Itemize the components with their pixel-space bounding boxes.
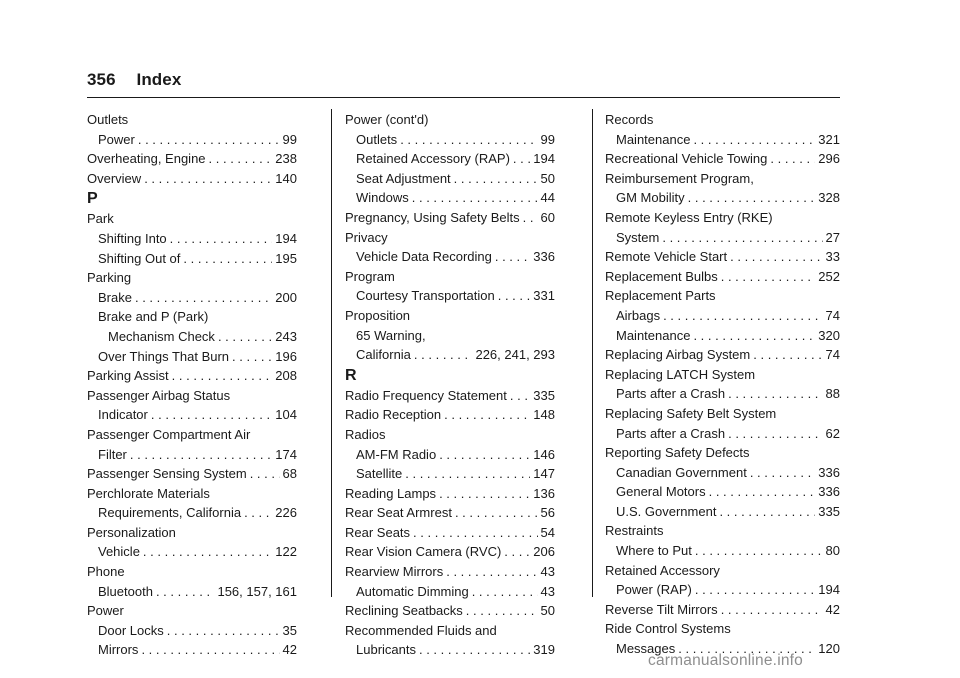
dot-leader <box>232 347 272 367</box>
page-reference: 328 <box>818 190 840 206</box>
index-entry <box>605 443 840 463</box>
entry-term: Airbags <box>616 307 661 323</box>
index-subentry <box>605 580 840 600</box>
page-reference: 174 <box>275 446 297 462</box>
entry-term: Satellite <box>356 466 403 482</box>
page-reference: 42 <box>282 642 297 658</box>
entry-term: Replacing Safety Belt System <box>605 405 777 421</box>
entry-term: Shifting Out of <box>98 250 181 266</box>
dot-leader <box>135 288 272 308</box>
page-reference: 321 <box>818 131 840 147</box>
index-entry <box>87 149 297 169</box>
index-entry <box>87 169 297 189</box>
entry-term: Door Locks <box>98 622 164 638</box>
index-entry <box>345 386 555 406</box>
page-reference: 56 <box>540 505 555 521</box>
entry-term: Radios <box>345 426 386 442</box>
dot-leader <box>693 130 815 150</box>
index-entry <box>345 601 555 621</box>
index-entry <box>345 405 555 425</box>
index-entry <box>345 621 555 641</box>
page-reference: 99 <box>282 131 297 147</box>
index-entry <box>605 619 840 639</box>
entry-term: Maintenance <box>616 131 691 147</box>
index-entry <box>605 600 840 620</box>
page-reference: 331 <box>533 288 555 304</box>
entry-term: Bluetooth <box>98 583 153 599</box>
page-reference: 27 <box>825 229 840 245</box>
dot-leader <box>143 542 272 562</box>
index-entry <box>345 542 555 562</box>
index-subentry <box>605 384 840 404</box>
dot-leader <box>695 580 815 600</box>
page-reference: 196 <box>275 348 297 364</box>
entry-term: Rear Seat Armrest <box>345 505 452 521</box>
page-reference: 62 <box>825 425 840 441</box>
index-subentry <box>87 288 297 308</box>
entry-term: Rear Seats <box>345 524 411 540</box>
dot-leader <box>439 445 530 465</box>
page-reference: 238 <box>275 151 297 167</box>
index-subentry <box>345 188 555 208</box>
index-subentry <box>87 347 297 367</box>
dot-leader <box>209 149 273 169</box>
page-reference: 54 <box>540 524 555 540</box>
page-reference: 88 <box>825 386 840 402</box>
index-entry <box>87 209 297 229</box>
page-reference: 243 <box>275 328 297 344</box>
page-reference: 336 <box>818 484 840 500</box>
dot-leader <box>130 445 272 465</box>
page-reference: 43 <box>540 564 555 580</box>
entry-term: Parts after a Crash <box>616 386 726 402</box>
page-reference: 80 <box>825 543 840 559</box>
entry-term: Retained Accessory <box>605 562 720 578</box>
index-subentry <box>87 621 297 641</box>
dot-leader <box>167 621 280 641</box>
entry-term: Rearview Mirrors <box>345 564 444 580</box>
page-reference: 50 <box>540 170 555 186</box>
index-entry <box>87 464 297 484</box>
entry-term: Passenger Sensing System <box>87 466 247 482</box>
entry-term: Automatic Dimming <box>356 583 469 599</box>
entry-term: California <box>356 347 411 363</box>
entry-term: Perchlorate Materials <box>87 485 210 501</box>
page-reference: 148 <box>533 407 555 423</box>
index-entry <box>87 601 297 621</box>
page-reference: 140 <box>275 170 297 186</box>
index-subentry <box>87 640 297 660</box>
page-reference: 120 <box>818 641 840 657</box>
entry-term: Vehicle Data Recording <box>356 249 492 265</box>
entry-term: Park <box>87 211 114 227</box>
page-reference: 43 <box>540 583 555 599</box>
index-entry <box>87 366 297 386</box>
entry-term: Mechanism Check <box>108 328 215 344</box>
index-entry <box>345 267 555 287</box>
entry-term: Vehicle <box>98 544 140 560</box>
entry-term: Mirrors <box>98 642 139 658</box>
page-reference: 68 <box>282 466 297 482</box>
entry-term: Passenger Airbag Status <box>87 387 231 403</box>
entry-term: Reimbursement Program, <box>605 170 754 186</box>
index-subentry <box>345 464 555 484</box>
page-reference: 50 <box>540 603 555 619</box>
entry-term: Brake and P (Park) <box>98 309 209 325</box>
page-reference: 122 <box>275 544 297 560</box>
index-entry <box>605 110 840 130</box>
index-entry <box>605 365 840 385</box>
dot-leader <box>172 366 273 386</box>
index-subentry <box>605 188 840 208</box>
page-reference: 99 <box>540 131 555 147</box>
dot-leader <box>688 188 816 208</box>
dot-leader <box>218 327 272 347</box>
index-entry <box>605 208 840 228</box>
entry-term: Filter <box>98 446 127 462</box>
dot-leader <box>770 149 815 169</box>
index-subentry <box>345 286 555 306</box>
entry-term: Remote Vehicle Start <box>605 249 728 265</box>
entry-term: Canadian Government <box>616 464 747 480</box>
page-reference: 42 <box>825 601 840 617</box>
dot-leader <box>510 386 530 406</box>
page-reference: 208 <box>275 368 297 384</box>
index-subentry <box>345 326 555 346</box>
index-entry <box>345 425 555 445</box>
entry-term: GM Mobility <box>616 190 685 206</box>
dot-leader <box>144 169 272 189</box>
dot-leader <box>719 502 815 522</box>
entry-term: AM-FM Radio <box>356 446 437 462</box>
entry-term: Records <box>605 112 654 127</box>
index-subentry <box>87 130 297 150</box>
entry-term: Reclining Seatbacks <box>345 603 463 619</box>
dot-leader <box>663 306 822 326</box>
index-entry <box>605 345 840 365</box>
index-subentry <box>87 582 297 602</box>
index-subentry <box>87 229 297 249</box>
dot-leader <box>498 286 531 306</box>
dot-leader <box>183 249 272 269</box>
dot-leader <box>151 405 272 425</box>
column-divider-2 <box>592 109 593 597</box>
index-entry <box>605 561 840 581</box>
index-subentry <box>87 307 297 327</box>
page-reference: 194 <box>818 582 840 598</box>
entry-term: Recommended Fluids and <box>345 622 497 638</box>
page-number: 356 <box>87 70 116 89</box>
dot-leader <box>753 345 822 365</box>
index-entry <box>345 228 555 248</box>
entry-term: Lubricants <box>356 642 416 658</box>
entry-term: 65 Warning, <box>356 327 426 343</box>
dot-leader <box>721 600 823 620</box>
entry-term: Power (RAP) <box>616 582 692 598</box>
index-subentry <box>605 306 840 326</box>
entry-term: Replacement Bulbs <box>605 268 718 284</box>
entry-term: Replacing LATCH System <box>605 366 756 382</box>
dot-leader <box>455 503 538 523</box>
entry-term: Shifting Into <box>98 230 167 246</box>
entry-term: Radio Frequency Statement <box>345 387 507 403</box>
index-entry <box>345 484 555 504</box>
index-entry <box>87 268 297 288</box>
entry-term: General Motors <box>616 484 706 500</box>
index-subentry <box>87 503 297 523</box>
entry-term: Privacy <box>345 229 388 245</box>
entry-term: Overheating, Engine <box>87 151 206 167</box>
entry-term: Replacement Parts <box>605 288 716 304</box>
entry-term: Outlets <box>87 112 129 127</box>
entry-term: Brake <box>98 289 132 305</box>
index-subentry <box>87 327 297 347</box>
dot-leader <box>405 464 530 484</box>
page-reference: 104 <box>275 407 297 423</box>
dot-leader <box>728 424 822 444</box>
page-reference: 320 <box>818 327 840 343</box>
entry-term: Windows <box>356 190 409 206</box>
page-reference: 335 <box>533 387 555 403</box>
index-subentry <box>605 541 840 561</box>
entry-term: Outlets <box>356 131 398 147</box>
page-reference: 194 <box>275 230 297 246</box>
index-subentry <box>87 445 297 465</box>
dot-leader <box>662 228 822 248</box>
entry-term: Program <box>345 268 395 284</box>
entry-term: Where to Put <box>616 543 692 559</box>
dot-leader <box>439 484 530 504</box>
page-reference: 33 <box>825 249 840 265</box>
page-reference: 194 <box>533 151 555 167</box>
entry-term: Power (cont'd) <box>345 112 429 127</box>
index-subentry <box>345 169 555 189</box>
index-entry <box>605 169 840 189</box>
page-reference: 44 <box>540 190 555 206</box>
entry-term: Overview <box>87 170 142 186</box>
dot-leader <box>141 640 279 660</box>
entry-term: Requirements, California <box>98 505 242 521</box>
dot-leader <box>495 247 530 267</box>
index-section-letter: R <box>345 366 357 384</box>
dot-leader <box>504 542 530 562</box>
index-entry <box>87 425 297 445</box>
page-reference: 195 <box>275 250 297 266</box>
index-entry <box>87 562 297 582</box>
dot-leader <box>250 464 280 484</box>
index-subentry <box>605 463 840 483</box>
index-subentry <box>605 326 840 346</box>
page-reference: 147 <box>533 466 555 482</box>
page-reference: 136 <box>533 485 555 501</box>
index-subentry <box>345 247 555 267</box>
index-subentry <box>345 582 555 602</box>
entry-term: Reading Lamps <box>345 485 437 501</box>
index-subentry <box>605 502 840 522</box>
entry-term: Replacing Airbag System <box>605 347 751 363</box>
index-subentry <box>345 640 555 660</box>
page-reference: 60 <box>540 209 555 225</box>
index-subentry <box>87 405 297 425</box>
page-reference: 296 <box>818 151 840 167</box>
index-column-3 <box>605 110 840 659</box>
dot-leader <box>709 482 816 502</box>
index-entry <box>345 306 555 326</box>
page-reference: 335 <box>818 503 840 519</box>
entry-term: Passenger Compartment Air <box>87 426 251 442</box>
entry-term: Over Things That Burn <box>98 348 230 364</box>
column-divider-1 <box>331 109 332 597</box>
index-entry <box>605 521 840 541</box>
header-rule <box>87 97 840 98</box>
index-subentry <box>605 228 840 248</box>
page-title: Index <box>136 70 182 89</box>
dot-leader <box>400 130 537 150</box>
page-reference: 35 <box>282 622 297 638</box>
entry-term: Proposition <box>345 307 411 323</box>
entry-term: Remote Keyless Entry (RKE) <box>605 209 773 225</box>
entry-term: Parking <box>87 270 132 286</box>
entry-term: System <box>616 229 660 245</box>
entry-term: Ride Control Systems <box>605 621 731 637</box>
dot-leader <box>412 188 538 208</box>
page-reference: 200 <box>275 289 297 305</box>
entry-term: Retained Accessory (RAP) <box>356 151 510 167</box>
entry-term: Recreational Vehicle Towing <box>605 151 768 167</box>
entry-term: Power <box>87 603 124 619</box>
entry-term: Courtesy Transportation <box>356 288 495 304</box>
index-entry <box>87 484 297 504</box>
page-reference: 74 <box>825 307 840 323</box>
index-subentry <box>87 542 297 562</box>
entry-term: Indicator <box>98 407 148 423</box>
dot-leader <box>170 229 273 249</box>
page-reference: 206 <box>533 544 555 560</box>
entry-term: Messages <box>616 641 676 657</box>
entry-term: Parking Assist <box>87 368 169 384</box>
index-entry <box>87 386 297 406</box>
page-header <box>87 70 181 90</box>
dot-leader <box>454 169 538 189</box>
entry-term: Phone <box>87 564 125 580</box>
index-subentry <box>87 249 297 269</box>
dot-leader <box>244 503 272 523</box>
dot-leader <box>419 640 530 660</box>
entry-term: Reverse Tilt Mirrors <box>605 601 718 617</box>
dot-leader <box>721 267 816 287</box>
dot-leader <box>466 601 538 621</box>
index-entry <box>345 503 555 523</box>
entry-term: Personalization <box>87 524 176 540</box>
dot-leader <box>728 384 822 404</box>
index-column-2 <box>345 110 555 660</box>
index-subentry <box>345 130 555 150</box>
page-reference: 74 <box>825 347 840 363</box>
page-reference: 319 <box>533 642 555 658</box>
dot-leader <box>730 247 822 267</box>
index-entry <box>345 208 555 228</box>
index-entry <box>87 110 297 130</box>
page-reference: 336 <box>818 464 840 480</box>
index-entry <box>605 286 840 306</box>
dot-leader <box>695 541 823 561</box>
entry-term: Restraints <box>605 523 664 539</box>
index-subentry <box>605 130 840 150</box>
entry-term: Parts after a Crash <box>616 425 726 441</box>
index-entry <box>605 149 840 169</box>
page-reference: 146 <box>533 446 555 462</box>
index-subentry <box>345 445 555 465</box>
index-entry <box>605 247 840 267</box>
dot-leader <box>513 149 530 169</box>
entry-term: Power <box>98 131 135 147</box>
index-entry <box>345 110 555 130</box>
dot-leader <box>446 562 537 582</box>
entry-term: Seat Adjustment <box>356 170 451 186</box>
dot-leader <box>414 345 473 365</box>
page-reference: 226 <box>275 505 297 521</box>
dot-leader <box>750 463 815 483</box>
index-entry <box>345 523 555 543</box>
entry-term: Maintenance <box>616 327 691 343</box>
entry-term: Rear Vision Camera (RVC) <box>345 544 502 560</box>
entry-term: Radio Reception <box>345 407 442 423</box>
index-entry <box>87 523 297 543</box>
watermark-text: carmanualsonline.info <box>648 652 803 669</box>
index-subentry <box>345 345 555 365</box>
index-subentry <box>605 424 840 444</box>
entry-term: U.S. Government <box>616 503 717 519</box>
index-entry <box>605 404 840 424</box>
entry-term: Reporting Safety Defects <box>605 445 750 461</box>
page-reference: 156, 157, 161 <box>217 583 297 599</box>
page-reference: 226, 241, 293 <box>475 347 555 363</box>
dot-leader <box>472 582 538 602</box>
index-column-1 <box>87 110 297 660</box>
dot-leader <box>138 130 280 150</box>
page-reference: 336 <box>533 249 555 265</box>
dot-leader <box>444 405 530 425</box>
dot-leader <box>156 582 215 602</box>
page-reference: 252 <box>818 268 840 284</box>
index-subentry <box>345 149 555 169</box>
dot-leader <box>523 208 538 228</box>
index-entry <box>345 562 555 582</box>
entry-term: Pregnancy, Using Safety Belts <box>345 209 520 225</box>
dot-leader <box>693 326 815 346</box>
index-entry <box>605 267 840 287</box>
index-section-letter: P <box>87 190 98 208</box>
dot-leader <box>413 523 537 543</box>
index-subentry <box>605 482 840 502</box>
